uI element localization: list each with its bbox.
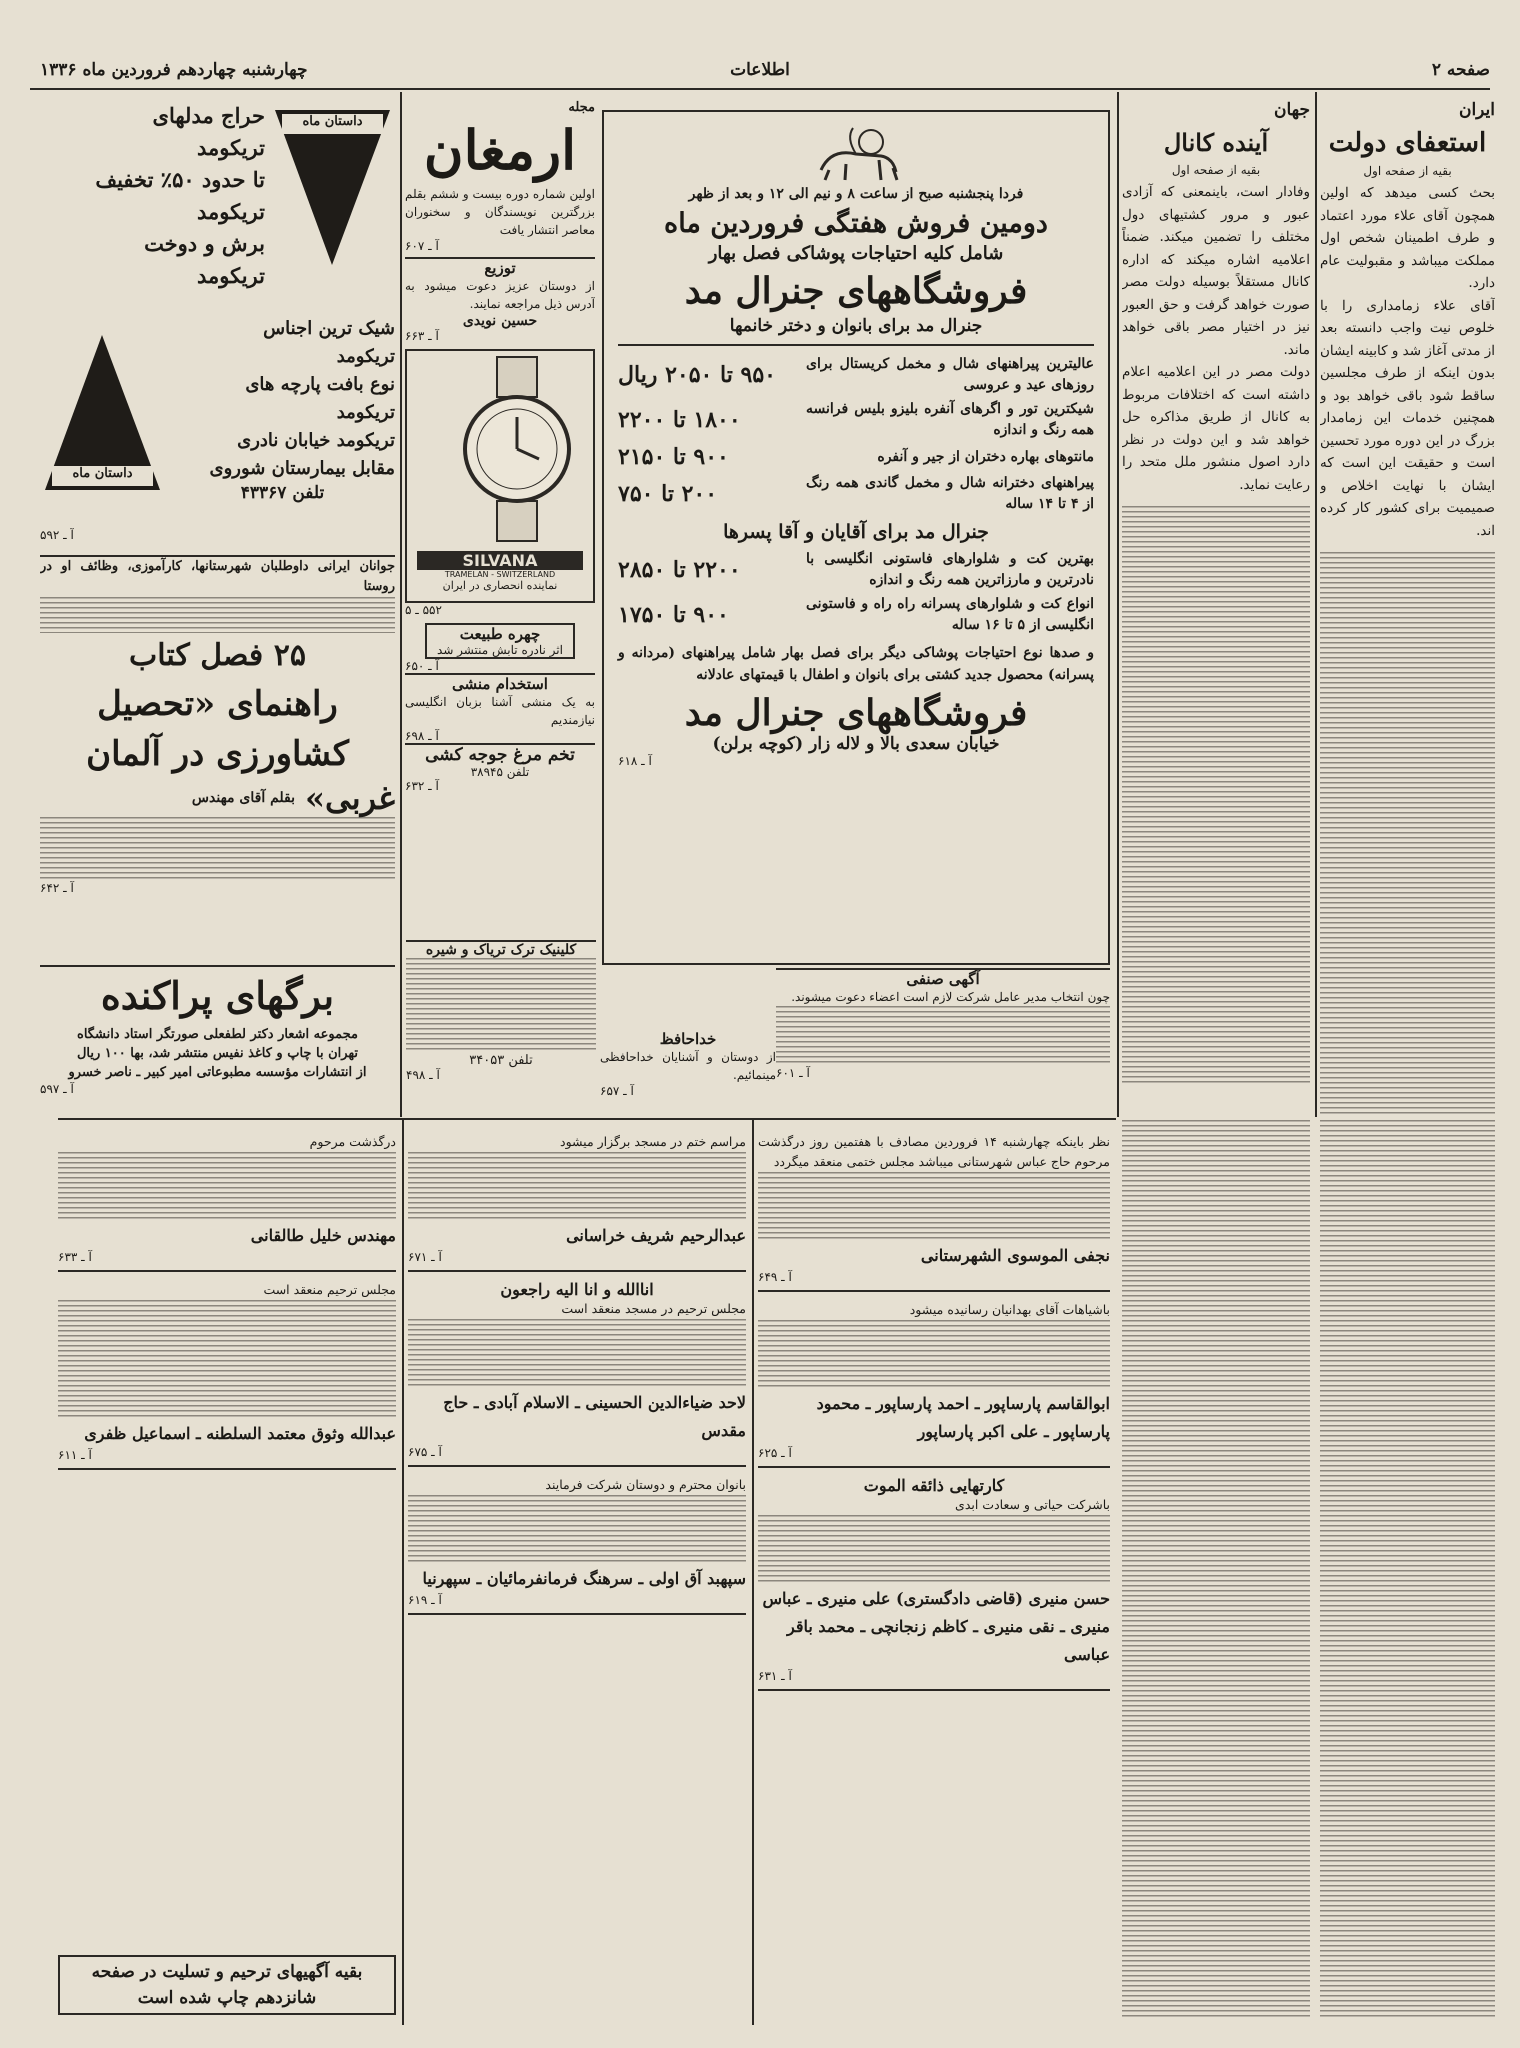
condolence-notice	[758, 1128, 1110, 1292]
section-rule	[58, 1118, 1116, 1120]
article-text-lines	[1320, 1120, 1495, 2020]
article-body	[1122, 181, 1310, 496]
header-rule	[30, 88, 1490, 90]
ad-title: چهره طبیعت	[459, 625, 541, 643]
notice-title: کارتهایی ذائقه الموت	[863, 1476, 1005, 1495]
book-title-2: کشاورزی در آلمان	[86, 734, 349, 774]
ad-code: آ ـ ۶۲۵	[758, 1446, 792, 1460]
condolence-notice	[408, 1471, 746, 1615]
price-row	[618, 444, 1094, 470]
notice-body: باشیاهات آقای بهدانیان رسانیده میشود	[909, 1302, 1110, 1317]
price-item-text: بهترین کت و شلوارهای فاستونی انگلیسی با نادرترین و مارزاترین همه رنگ و اندازه	[806, 551, 1094, 588]
ad-keshavarzi	[40, 555, 395, 965]
ad-caption: نماینده انحصاری در ایران	[442, 579, 558, 592]
column-rule	[1117, 92, 1119, 1117]
price-value: ۱۸۰۰ تا ۲۲۰۰	[618, 407, 741, 433]
ad-code: آ ـ ۶۷۵	[408, 1445, 442, 1459]
ad-text-lines	[776, 1006, 1110, 1066]
condolence-notice	[58, 1128, 396, 1272]
ad-text-lines	[406, 958, 596, 1053]
article-body	[1320, 182, 1495, 542]
price-row	[618, 594, 1094, 636]
book-line: مجموعه اشعار دکتر لطفعلی صورتگر استاد دانشگاه	[77, 1027, 358, 1042]
book-title-1: راهنمای «تحصیل	[97, 684, 338, 724]
column-heading: ایران	[1458, 100, 1495, 120]
column-condolence-3	[758, 1128, 1110, 2023]
ad-code: آ ـ ۶۴۲	[40, 881, 74, 895]
ad-code: آ ـ ۴۹۸	[406, 1068, 440, 1082]
ad-line: مقابل بیمارستان شوروی	[209, 458, 395, 479]
ad-dastan-mah	[40, 100, 395, 550]
notice-body: بانوان محترم و دوستان شرکت فرمایند	[545, 1477, 746, 1492]
brand-name: SILVANA	[417, 551, 583, 570]
notice-body: باشرکت حیاتی و سعادت ابدی	[955, 1497, 1110, 1512]
price-item-text: عالیترین پیراهنهای شال و مخمل کریستال برای روزهای عید و عروسی	[806, 356, 1094, 393]
ad-code: آ ـ ۶۵۰	[405, 659, 439, 673]
ad-code: آ ـ ۶۰۷	[405, 239, 439, 253]
price-item-text: مانتوهای بهاره دختران از جیر و آنفره	[877, 448, 1094, 465]
price-value: ۹۵۰ تا ۲۰۵۰ ریال	[618, 362, 776, 388]
ad-silvana	[405, 349, 595, 603]
book-author: بقلم آقای مهندس	[191, 790, 296, 806]
ad-code: آ ـ ۶۵۷	[600, 1084, 634, 1098]
ad-code: آ ـ ۶۶۳	[405, 329, 439, 343]
notice-names: عبدالرحیم شریف خراسانی	[566, 1226, 746, 1245]
ad-line: تریکومد	[336, 346, 395, 367]
book-title-3: غربی»	[305, 779, 395, 817]
article-title: آینده کانال	[1163, 128, 1269, 157]
ad-line: حراج مدلهای	[152, 103, 265, 128]
ad-line: تریکومد	[197, 263, 265, 288]
book-line: از انتشارات مؤسسه مطبوعاتی امیر کبیر ـ ناصر خسرو	[68, 1065, 367, 1080]
ad-body: از دوستان عزیز دعوت میشود به آدرس ذیل مراجعه نمایند.	[405, 279, 595, 311]
ad-code: ۵۵۲ ـ ۵	[405, 603, 442, 617]
notice-body: نظر باینکه چهارشنبه ۱۴ فروردین مصادف با هفتمین روز درگذشت مرحوم حاج عباس شهرستانی میباشد مجلس ختمی منعقد میگردد	[758, 1134, 1110, 1169]
notice-title: اناالله و انا الیه راجعون	[500, 1280, 654, 1299]
magazine-label: مجله	[568, 100, 595, 115]
ad-clinic	[406, 940, 596, 1115]
column-condolence-2	[408, 1128, 746, 2023]
ad-code: آ ـ ۶۱۹	[408, 1593, 442, 1607]
notice-body: درگذشت مرحوم	[309, 1134, 396, 1149]
column-rule	[1315, 92, 1317, 1117]
dastan-lines	[40, 100, 265, 292]
notice-names: مهندس خلیل طالقانی	[250, 1226, 396, 1245]
ad-title: توزیع	[484, 259, 516, 277]
general-mod-logo	[618, 120, 1094, 186]
divider	[618, 344, 1094, 346]
book-line: تهران با چاپ و کاغذ نفیس منتشر شد، بها ۱۰۰ ریال	[76, 1046, 359, 1061]
ad-title: خداحافظ	[659, 1030, 717, 1048]
notice-names: نجفی الموسوی الشهرستانی	[920, 1246, 1110, 1265]
notice-text-lines	[408, 1319, 746, 1389]
ad-body: تلفن ۳۸۹۴۵	[470, 765, 530, 779]
price-row	[618, 354, 1094, 396]
ad-text-lines	[40, 817, 395, 881]
lion-sun-icon	[801, 120, 911, 182]
ad-intro: جوانان ایرانی داوطلبان شهرستانها، کارآموزی، وظائف او در روستا	[40, 559, 395, 594]
ad-code: آ ـ ۶۱۸	[618, 754, 652, 768]
ad-line: تریکومد	[197, 135, 265, 160]
column-iran	[1320, 100, 1495, 1115]
brand-top: داستان ماه	[302, 114, 363, 129]
article-title: استعفای دولت	[1328, 128, 1487, 158]
ad-code: آ ـ ۶۳۳	[58, 1250, 92, 1264]
column-small-ads	[405, 100, 595, 940]
ad-title: کلینیک ترک تریاک و شیره	[425, 942, 577, 958]
notice-text-lines	[408, 1152, 746, 1222]
ad-body: چون انتخاب مدیر عامل شرکت لازم است اعضاء دعوت میشوند.	[791, 990, 1110, 1004]
condolence-notice	[758, 1472, 1110, 1691]
ad-body: تلفن ۳۴۰۵۳	[469, 1053, 533, 1068]
ad-code: آ ـ ۶۳۲	[405, 779, 439, 793]
price-row	[618, 473, 1094, 515]
article-text-lines	[1122, 1120, 1310, 2020]
ad-body: اثر نادره تابش منتشر شد	[437, 643, 563, 657]
ad-body: از دوستان و آشنایان خداحافظی مینمائیم.	[600, 1050, 776, 1082]
condolence-notice	[408, 1128, 746, 1272]
price-item-text: شیکترین تور و اگرهای آنفره بلیزو بلیس فرانسه همه رنگ و اندازه	[806, 401, 1094, 438]
ad-line: تا حدود ۵۰٪ تخفیف	[95, 167, 265, 192]
sale-hours: فردا پنجشنبه صبح از ساعت ۸ و نیم الی ۱۲ و بعد از ظهر	[688, 186, 1024, 202]
page-number: صفحه ۲	[1431, 60, 1490, 80]
article-text-lines	[1320, 552, 1495, 1115]
ad-code: آ ـ ۶۴۹	[758, 1270, 792, 1284]
store-name-bottom: فروشگاههای جنرال مد	[684, 692, 1028, 734]
watch-icon	[407, 351, 593, 551]
ad-title: استخدام منشی	[405, 673, 595, 693]
notice-names: ابوالقاسم پارساپور ـ احمد پارساپور ـ محمود پارساپور ـ علی اکبر پارساپور	[816, 1394, 1110, 1441]
column-rule	[402, 1120, 404, 2025]
price-value: ۲۰۰ تا ۷۵۰	[618, 481, 718, 507]
ad-code: آ ـ ۶۱۱	[58, 1448, 92, 1462]
notice-names: عبدالله وثوق معتمد السلطنه ـ اسماعیل ظفری	[84, 1424, 396, 1443]
paragraph: وفادار است، باینمعنی که آزادی عبور و مرور کشتیهای دول مختلف را تضمین میکند. ضمناً اعلامیه اشاره میکند که اداره کانال مستقلاً بوسیله دولت مصر صورت خواهد گرفت و حق العبور نیز در اختیار مصر باقی خواهد ماند.	[1122, 184, 1310, 358]
price-list-men	[618, 549, 1094, 636]
article-text-lines	[1122, 506, 1310, 1086]
sale-subtitle: شامل کلیه احتیاجات پوشاکی فصل بهار	[708, 243, 1004, 264]
newspaper-name: اطلاعات	[730, 60, 790, 80]
price-item-text: پیراهنهای دخترانه شال و مخمل گاندی همه رنگ از ۴ تا ۱۴ ساله	[806, 475, 1094, 512]
section-women: جنرال مد برای بانوان و دختر خانمها	[729, 316, 983, 336]
column-rule	[752, 1120, 754, 2025]
ad-line: تریکومد خیابان نادری	[237, 430, 395, 451]
ad-code: آ ـ ۵۹۷	[40, 1082, 74, 1096]
notice-text-lines	[58, 1300, 396, 1420]
ad-signature: حسین نویدی	[462, 313, 538, 329]
section-men: جنرال مد برای آقایان و آقا پسرها	[723, 521, 989, 543]
notice-body: مجلس ترحیم در مسجد منعقد است	[561, 1301, 746, 1316]
price-list-women	[618, 354, 1094, 515]
column-rule	[400, 92, 402, 1117]
ad-line: شیک ترین اجناس	[263, 318, 395, 339]
price-value: ۲۲۰۰ تا ۲۸۵۰	[618, 557, 741, 583]
footer-note: بقیه آگهیهای ترحیم و تسلیت در صفحه شانزدهم چاپ شده است	[58, 1955, 396, 2015]
phone: تلفن ۴۳۳۶۷	[240, 483, 325, 503]
ad-general-mod	[602, 110, 1110, 965]
ad-title: تخم مرغ جوجه کشی	[405, 743, 595, 765]
price-value: ۹۰۰ تا ۱۷۵۰	[618, 602, 729, 628]
sale-title: دومین فروش هفتگی فروردین ماه	[664, 208, 1048, 239]
store-name: فروشگاههای جنرال مد	[684, 270, 1028, 312]
ad-khodahafez	[600, 1030, 776, 1115]
ad-ahhang	[776, 968, 1110, 1113]
article-continued: بقیه از صفحه اول	[1171, 163, 1261, 177]
column-world	[1122, 100, 1310, 1115]
notice-names: لاحد ضیاءالدین الحسینی ـ الاسلام آبادی ـ حاج مقدس	[443, 1393, 746, 1440]
ad-code: آ ـ ۶۹۸	[405, 729, 439, 743]
price-item-text: انواع کت و شلوارهای پسرانه راه راه و فاستونی انگلیسی از ۵ تا ۱۶ ساله	[806, 596, 1094, 633]
dastan-lines-2	[170, 315, 395, 503]
ad-code: آ ـ ۶۰۱	[776, 1066, 810, 1080]
ad-line: نوع بافت پارچه های	[245, 374, 395, 395]
page-date: چهارشنبه چهاردهم فروردین ماه ۱۳۳۶	[40, 60, 308, 80]
brand-sub: TRAMELAN - SWITZERLAND	[444, 570, 556, 579]
book-title: برگهای پراکنده	[100, 973, 335, 1018]
notice-body: مراسم ختم در مسجد برگزار میشود	[560, 1134, 746, 1149]
article-continued: بقیه از صفحه اول	[1363, 164, 1452, 178]
magazine-title: ارمغان	[423, 118, 577, 182]
ad-barg-ha	[40, 965, 395, 1115]
ad-line: برش و دوخت	[144, 231, 265, 256]
condolence-notice	[58, 1276, 396, 1470]
brand-bottom: داستان ماه	[72, 466, 133, 481]
notice-text-lines	[408, 1495, 746, 1565]
price-row	[618, 549, 1094, 591]
column-heading: جهان	[1273, 100, 1310, 120]
condolence-notice	[758, 1296, 1110, 1468]
price-row	[618, 399, 1094, 441]
ad-code: آ ـ ۶۷۱	[408, 1250, 442, 1264]
book-count: ۲۵ فصل کتاب	[129, 638, 306, 673]
notice-names: حسن منیری (قاضی دادگستری) علی منیری ـ عباس منیری ـ نقی منیری ـ کاظم زنجانچی ـ محمد باقر عباسی	[762, 1589, 1110, 1664]
ad-code: آ ـ ۶۳۱	[758, 1669, 792, 1683]
ad-title: آگهی صنفی	[906, 970, 980, 988]
paragraph: بحث کسی میدهد که اولین همچون آقای علاء مورد اعتماد و طرف اطمینان شخص اول مملکت میباشد و مقبولیت عام دارد.	[1320, 185, 1495, 291]
ad-line: تریکومد	[336, 402, 395, 423]
price-value: ۹۰۰ تا ۲۱۵۰	[618, 444, 729, 470]
ad-body: به یک منشی آشنا بزبان انگلیسی نیازمندیم	[405, 695, 595, 727]
magazine-body: اولین شماره دوره بیست و ششم بقلم بزرگترین نویسندگان و سخنوران معاصر انتشار یافت	[405, 187, 595, 237]
notice-text-lines	[758, 1320, 1110, 1390]
ad-text-lines	[40, 597, 395, 633]
condolence-notice	[408, 1276, 746, 1467]
paragraph: آقای علاء زمامداری را با خلوص نیت واجب دانسته بعد از مدتی آغاز شد و کابینه ایشان بدون اینکه از طرف مجلسین ساقط شود باقی خواهد بود و همچنین خدمات این زمامدار بزرگ در این دوره مورد تحسین است و حقیقت این است که ایشان با نهایت اخلاص و صمیمیت برای کشور کار کرده اند.	[1320, 297, 1495, 539]
ad-line: تریکومد	[197, 199, 265, 224]
store-address: خیابان سعدی بالا و لاله زار (کوچه برلن)	[712, 734, 1000, 754]
ad-footer-text: و صدها نوع احتیاجات پوشاکی دیگر برای فصل بهار شامل پیراهنهای (مردانه و پسرانه) محصول جدید کشتی برای بانوان و اطفال با قیمتهای عادلانه	[618, 645, 1094, 683]
ad-code: آ ـ ۵۹۲	[40, 528, 74, 542]
paragraph: دولت مصر در این اعلامیه اعلام داشته است که اختلافات مربوط به کانال از طریق مذاکره حل خواهد شد و این دولت در نظر دارد اصول منشور ملل متحد را رعایت نماید.	[1122, 364, 1310, 493]
ad-chehre	[425, 623, 575, 659]
column-condolence-1	[58, 1128, 396, 2023]
notice-body: مجلس ترحیم منعقد است	[263, 1282, 396, 1297]
notice-text-lines	[758, 1515, 1110, 1585]
notice-text-lines	[58, 1152, 396, 1222]
notice-text-lines	[758, 1172, 1110, 1242]
notice-names: سپهبد آق اولی ـ سرهنگ فرمانفرمائیان ـ سپهرنیا	[422, 1569, 746, 1588]
